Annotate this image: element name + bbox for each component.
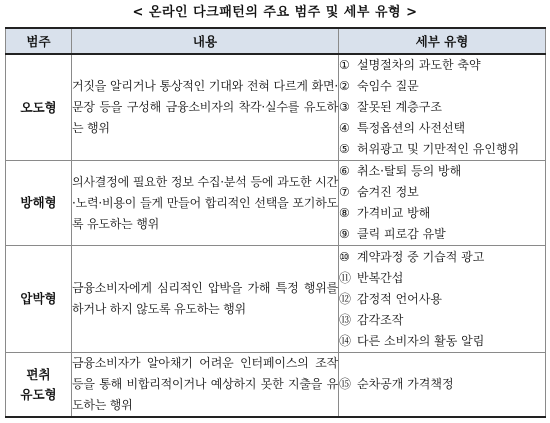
header-content: 내용 [72,28,339,54]
type-number: ④ [339,121,350,135]
type-item [339,55,545,76]
types-cell [339,353,546,418]
type-number: ⑩ [339,249,350,264]
category-cell: 방해형 [6,161,72,246]
type-label: 숨겨진 정보 [357,185,419,199]
document-title: < 온라인 다크패턴의 주요 범주 및 세부 유형 > [132,5,418,20]
dark-pattern-table [5,27,546,418]
type-item [339,331,545,352]
type-number: ⑭ [339,333,352,348]
types-cell [339,161,546,246]
table-row [6,54,546,161]
type-number: ⑦ [339,185,350,199]
type-item [339,139,545,160]
type-item [339,182,545,203]
type-number: ⑧ [339,206,350,220]
type-label: 반복간섭 [357,270,404,285]
header-types: 세부 유형 [339,28,546,54]
type-item [339,289,545,310]
type-item [339,118,545,139]
type-label: 설명절차의 과도한 축약 [357,58,481,72]
type-number: ① [339,58,350,72]
type-number: ② [339,79,350,93]
type-item [339,203,545,224]
table-header-row [6,28,546,54]
type-label: 허위광고 및 기만적인 유인행위 [357,142,520,156]
type-label: 가격비교 방해 [357,206,431,220]
types-cell [339,54,546,161]
header-category: 범주 [6,28,72,54]
type-number: ⑨ [339,227,350,241]
type-item [339,224,545,245]
category-cell: 오도형 [6,54,72,161]
table-row [6,161,546,246]
type-label: 계약과정 중 기습적 광고 [357,249,485,264]
type-label: 잘못된 계층구조 [357,100,442,114]
type-item [339,268,545,289]
description-cell: 금융소비자에게 심리적인 압박을 가해 특정 행위를 하거나 하지 않도록 유도하는 행위 [72,246,339,353]
description-cell: 거짓을 알리거나 통상적인 기대와 전혀 다르게 화면·문장 등을 구성해 금융소비자의 착각·실수를 유도하는 행위 [72,54,339,161]
type-number: ⑮ [339,377,352,391]
table-row [6,353,546,418]
types-cell [339,246,546,353]
description-cell: 금융소비자가 알아채기 어려운 인터페이스의 조작 등을 통해 비합리적이거나 예상하지 못한 지출을 유도하는 행위 [72,353,339,418]
type-label: 클릭 피로감 유발 [357,227,446,241]
type-number: ⑤ [339,142,350,156]
type-number: ⑫ [339,291,352,306]
type-label: 특정옵션의 사전선택 [357,121,466,135]
type-number: ③ [339,100,350,114]
table-row [6,246,546,353]
type-label: 취소·탈퇴 등의 방해 [357,164,462,178]
type-item [339,161,545,182]
type-label: 다른 소비자의 활동 알림 [357,333,485,348]
type-label: 감정적 언어사용 [357,291,442,306]
type-item [339,97,545,118]
category-label: 편취 유도형 [20,366,57,402]
description-cell: 의사결정에 필요한 정보 수집·분석 등에 과도한 시간·노력·비용이 들게 만들어 합리적인 선택을 포기하도록 유도하는 행위 [72,161,339,246]
type-label: 숙임수 질문 [357,79,419,93]
type-item [339,310,545,331]
type-label: 감각조작 [357,312,404,327]
type-number: ⑥ [339,164,350,178]
type-label: 순차공개 가격책정 [357,377,454,391]
category-cell [6,353,72,418]
type-item [339,374,545,395]
type-number: ⑪ [339,270,352,285]
category-cell: 압박형 [6,246,72,353]
type-number: ⑬ [339,312,352,327]
type-item [339,76,545,97]
type-item [339,247,545,268]
